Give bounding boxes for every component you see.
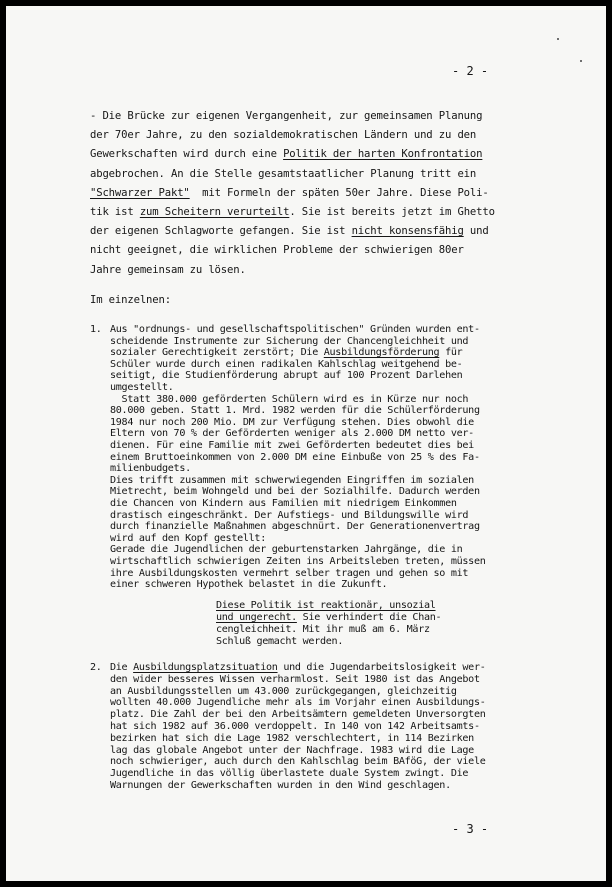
text-line (90, 225, 489, 237)
text-run: sozialer Gerechtigkeit zerstört; Die (110, 347, 324, 359)
text-line (110, 394, 468, 405)
text-line (110, 498, 457, 509)
text-line (110, 662, 486, 673)
text-run: Jahre gemeinsam zu lösen. (90, 263, 246, 276)
text-line (216, 612, 441, 623)
text-run: umgestellt. (110, 382, 174, 393)
text-line (110, 756, 486, 767)
text-line (110, 533, 266, 544)
text-line (90, 244, 464, 256)
page-number-bottom: - 3 - (452, 822, 489, 836)
text-line (110, 510, 468, 521)
text-run: Eltern von 70 % der Geförderten weniger als 2.000 DM netto ver- (110, 428, 474, 440)
text-run: seitigt, die Studienförderung abrupt auf 100 Prozent Darlehen (110, 370, 463, 382)
underlined-phrase: "Schwarzer Pakt" (90, 186, 190, 199)
text-line (216, 624, 430, 635)
text-run: Warnungen der Gewerkschaften wurden in den Wind geschlagen. (110, 780, 451, 791)
text-run: wirtschaftlich schwierigen Zeiten ins Arbeitsleben treten, müssen (110, 556, 486, 567)
text-line (110, 324, 480, 335)
text-line (110, 697, 486, 708)
text-line (110, 709, 486, 720)
text-run: platz. Die Zahl der bei den Arbeitsämtern gemeldeten Unversorgten (110, 709, 486, 721)
text-run: der eigenen Schlagworte gefangen. Sie ist (90, 225, 352, 238)
text-line (110, 336, 468, 347)
text-line (110, 370, 462, 381)
text-line (110, 768, 468, 779)
text-line (110, 579, 387, 590)
text-run: . Sie ist bereits jetzt im Ghetto (289, 206, 495, 218)
underlined-phrase: Ausbildungsförderung (323, 347, 440, 359)
text-run: Jugendliche in das völlig überlastete duale System zwingt. Die (110, 768, 469, 780)
underlined-phrase: Diese Politik ist reaktionär, unsozial (216, 600, 436, 611)
text-line (110, 745, 474, 756)
text-line (110, 452, 480, 463)
scan-speck (557, 38, 559, 40)
underlined-phrase: zum Scheitern verurteilt (139, 206, 290, 218)
text-run: nicht geeignet, die wirklichen Probleme der schwierigen 80er (90, 244, 464, 257)
text-line (110, 686, 457, 697)
text-line (90, 148, 482, 160)
text-line (90, 129, 476, 141)
text-line (110, 721, 480, 732)
text-run: cengleichheit. Mit ihr muß am 6. März (216, 624, 430, 635)
text-run: und die Jugendarbeitslosigkeit wer- (277, 662, 486, 673)
underlined-phrase: Ausbildungsplatzsituation (133, 662, 278, 673)
text-run: mit Formeln der späten 50er Jahre. Diese Poli- (189, 186, 489, 199)
text-run: wollten 40.000 Jugendliche mehr als im Vorjahr einen Ausbildungs- (110, 697, 486, 709)
text-run: milienbudgets. (110, 463, 191, 475)
text-run: lag das globale Angebot unter der Nachfrage. 1983 wird die Lage (110, 744, 474, 756)
text-line (90, 264, 246, 276)
text-line (110, 556, 486, 567)
text-run: Dies trifft zusammen mit schwerwiegenden Eingriffen im sozialen (110, 474, 474, 486)
text-line (90, 187, 489, 199)
text-run: noch schwieriger, auch durch den Kahlschlag beim BAföG, der viele (110, 756, 486, 768)
text-line (110, 359, 462, 370)
text-run: durch finanzielle Maßnahmen abgeschnürt. Der Generationenvertrag (110, 521, 480, 533)
text-line (110, 568, 468, 579)
text-line (90, 206, 495, 218)
text-run: dienen. Für eine Familie mit zwei Geförderten bedeutet dies bei (110, 440, 474, 451)
text-run: scheidende Instrumente zur Sicherung der Chancengleichheit und (110, 335, 469, 347)
text-line (110, 780, 451, 791)
text-run: Mietrecht, beim Wohngeld und bei der Sozialhilfe. Dadurch werden (110, 486, 480, 498)
text-line (110, 486, 480, 497)
text-run: Gerade die Jugendlichen der geburtenstarken Jahrgänge, die in (110, 544, 463, 556)
text-run: Gewerkschaften wird durch eine (90, 148, 284, 161)
text-run: 1984 nur noch 200 Mio. DM zur Verfügung stehen. Dies obwohl die (110, 416, 474, 428)
text-run: hat sich 1982 auf 36.000 verdoppelt. In 140 von 142 Arbeitsamts- (110, 721, 480, 732)
text-run: bezirken hat sich die Lage 1982 verschlechtert, in 114 Bezirken (110, 732, 474, 744)
text-run: 80.000 geben. Statt 1. Mrd. 1982 werden für die Schülerförderung (110, 405, 480, 417)
text-run: für (439, 347, 463, 359)
text-run: - Die Brücke zur eigenen Vergangenheit, zur gemeinsamen Planung (90, 110, 483, 122)
text-run: wird auf den Kopf gestellt: (110, 532, 266, 544)
text-run: einem Bruttoeinkommen von 2.000 DM eine Einbuße von 25 % des Fa- (110, 451, 480, 463)
text-run: Schüler wurde durch einen radikalen Kahlschlag weitgehend be- (110, 358, 463, 370)
text-line (110, 405, 480, 416)
text-line (90, 110, 482, 122)
text-line (110, 347, 462, 358)
text-line (110, 475, 474, 486)
underlined-phrase: und ungerecht. (216, 612, 297, 623)
text-run: abgebrochen. An die Stelle gesamtstaatlicher Planung tritt ein (90, 167, 477, 180)
text-run: einer schweren Hypothek belastet in die Zukunft. (110, 579, 388, 591)
document-page (6, 6, 606, 881)
text-line (110, 428, 474, 439)
text-run: Schluß gemacht werden. (216, 636, 344, 647)
item-1-number: 1. (90, 324, 102, 335)
text-line (110, 733, 474, 744)
text-line (110, 417, 474, 428)
item-2-number: 2. (90, 662, 102, 673)
text-run: Aus "ordnungs- und gesellschaftspolitischen" Gründen wurden ent- (110, 324, 480, 335)
underlined-phrase: Politik der harten Konfrontation (283, 148, 483, 161)
text-line (110, 521, 480, 532)
page-number-top: - 2 - (452, 64, 489, 78)
text-line (90, 168, 476, 180)
text-line (110, 674, 480, 685)
text-run: ihre Ausbildungskosten vermehrt selber tragen und gehen so mit (110, 567, 469, 579)
text-line (110, 463, 191, 474)
text-line (216, 636, 343, 647)
text-run: die Chancen von Kindern aus Familien mit niedrigem Einkommen (110, 498, 457, 509)
text-run: und (463, 225, 489, 238)
text-run: den wider besseres Wissen verharmlost. Seit 1980 ist das Angebot (110, 673, 480, 685)
text-line (110, 382, 174, 393)
underlined-phrase: nicht konsensfähig (351, 225, 464, 238)
text-run: Die (110, 662, 134, 673)
text-run: der 70er Jahre, zu den sozialdemokratischen Ländern und zu den (90, 129, 477, 142)
text-run: drastisch eingeschränkt. Der Aufstiegs- und Bildungswille wird (110, 509, 469, 521)
text-run: Statt 380.000 geförderten Schülern wird es in Kürze nur noch (110, 393, 469, 405)
text-run: tik ist (90, 206, 140, 218)
text-run: Sie verhindert die Chan- (296, 612, 442, 623)
text-line (110, 440, 474, 451)
scan-speck (580, 60, 582, 62)
text-line (216, 600, 436, 611)
text-run: an Ausbildungsstellen um 43.000 zurückgegangen, gleichzeitig (110, 685, 457, 697)
text-line (110, 544, 462, 555)
section-heading: Im einzelnen: (90, 294, 171, 306)
